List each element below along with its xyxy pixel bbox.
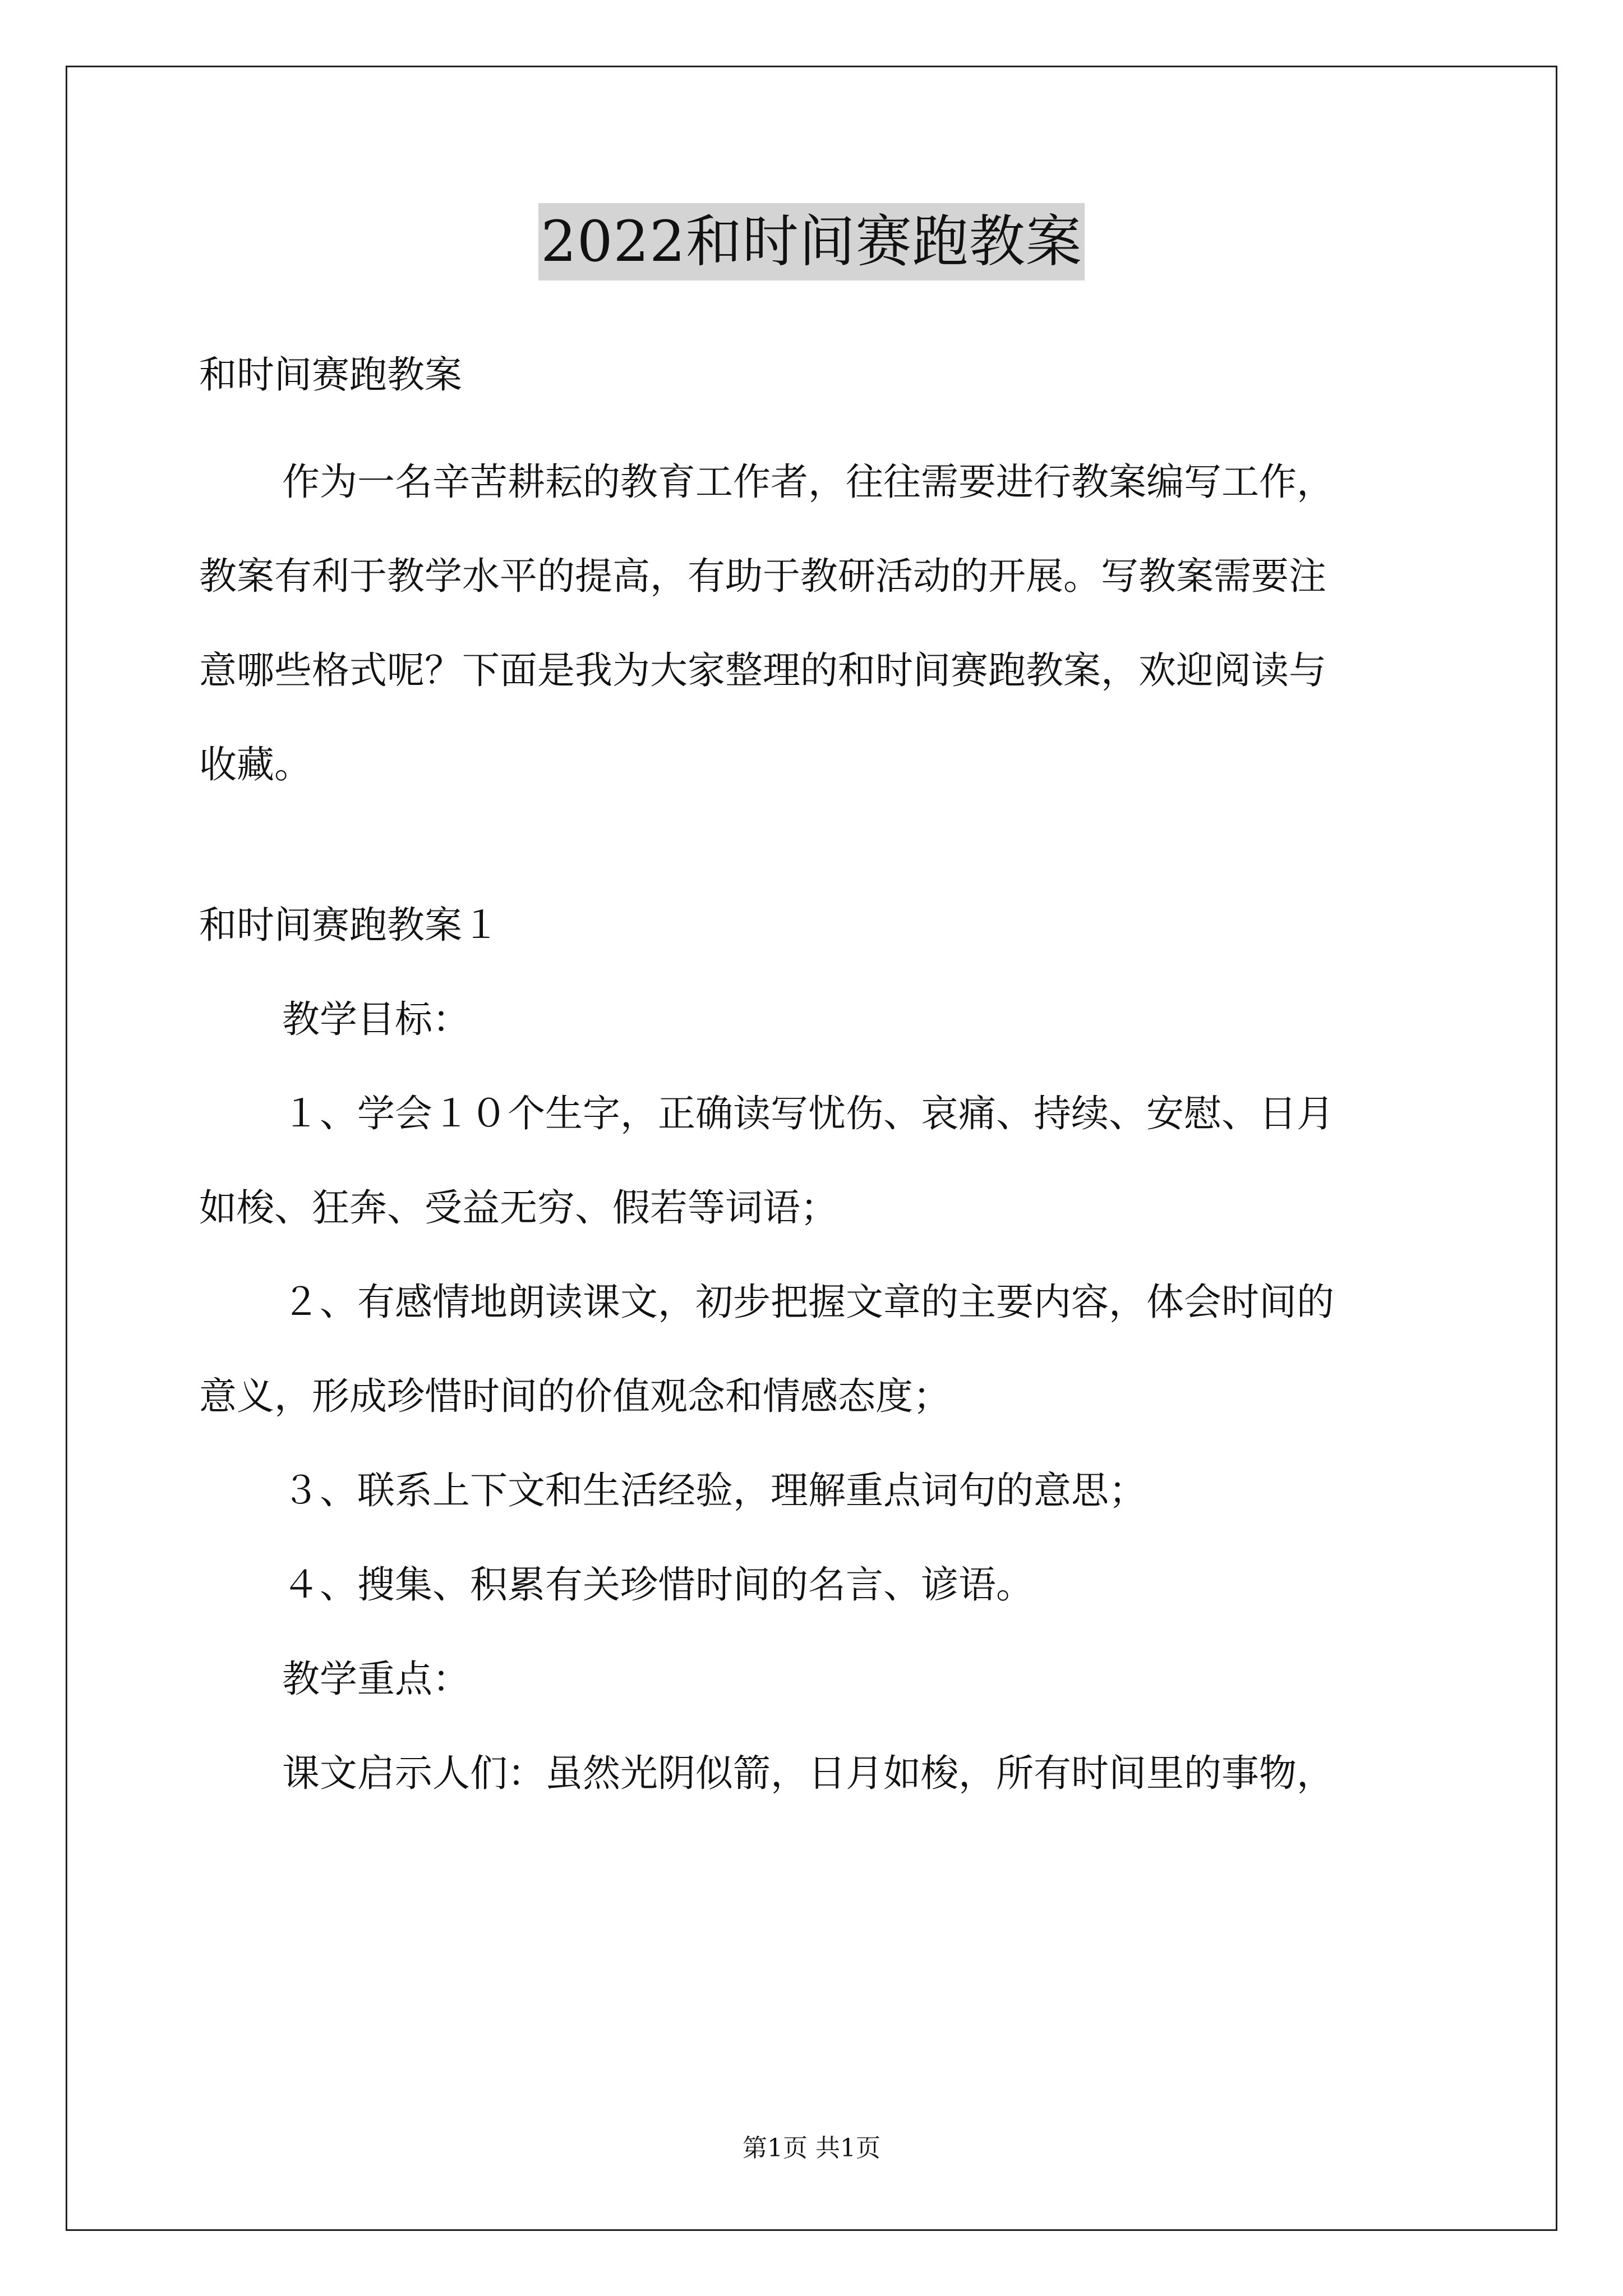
document-title: 2022和时间赛跑教案 (538, 203, 1085, 280)
goal-1-line-1: １、学会１０个生字，正确读写忧伤、哀痛、持续、安慰、日月 (282, 1092, 1334, 1135)
goal-2-line-2: 意义，形成珍惜时间的价值观念和情感态度； (199, 1374, 951, 1418)
goal-3: ３、联系上下文和生活经验，理解重点词句的意思； (282, 1469, 1146, 1512)
intro-paragraph-line-3: 意哪些格式呢？下面是我为大家整理的和时间赛跑教案，欢迎阅读与 (199, 648, 1326, 692)
key-points-line-1: 课文启示人们：虽然光阴似箭，日月如梭，所有时间里的事物， (282, 1751, 1334, 1795)
goal-1-line-2: 如梭、狂奔、受益无穷、假若等词语； (199, 1186, 838, 1230)
document-body (199, 348, 1433, 1800)
key-points-heading: 教学重点： (282, 1657, 470, 1701)
page-footer: 第1页 共1页 (743, 2134, 880, 2162)
intro-paragraph-line-4: 收藏。 (199, 743, 312, 786)
section-heading: 和时间赛跑教案１ (199, 903, 500, 947)
intro-paragraph-line-2: 教案有利于教学水平的提高，有助于教研活动的开展。写教案需要注 (199, 554, 1326, 598)
subtitle: 和时间赛跑教案 (199, 353, 462, 397)
goals-heading: 教学目标： (282, 997, 470, 1041)
goal-2-line-1: ２、有感情地朗读课文，初步把握文章的主要内容，体会时间的 (282, 1280, 1334, 1324)
goal-4: ４、搜集、积累有关珍惜时间的名言、谚语。 (282, 1563, 1034, 1607)
title-container (0, 203, 1623, 280)
intro-paragraph-line-1: 作为一名辛苦耕耘的教育工作者，往往需要进行教案编写工作， (282, 460, 1334, 504)
